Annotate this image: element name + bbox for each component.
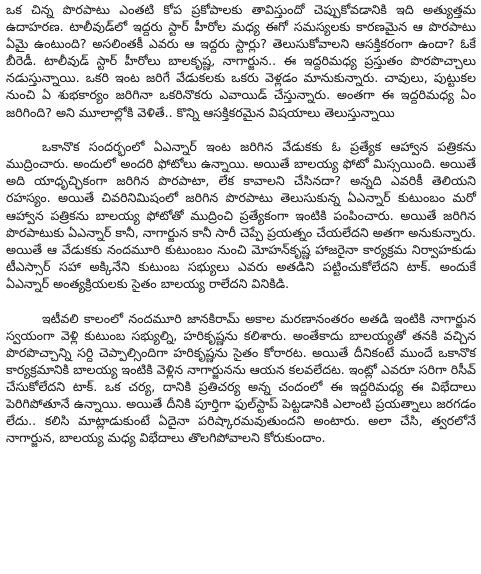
paragraph-2: ఒకానొక సందర్భంలో ఏఎన్నార్ ఇంట జరిగిన వేడుకకు ఓ ప్రత్యేక ఆహ్వాన పత్రికను ముద్రించారు. అందులో అందరి ఫోటోలు ఉన్నాయి. అయితే బాలయ్య ఫోటో మిస్సయింది. అయితే అది యాధృచ్ఛికంగా జరిగిన పొరపాటా, లేక కావాలని చేసినదా? అన్నది ఎవరికీ తెలియని రహస్యం. అయితే చివరినిమిషంలో జరిగిన పొరపాటు తెలుసుకున్న ఏఎన్నార్ కుటుంబం మరో ఆహ్వాన పత్రికను బాలయ్య ఫోటోతో ముద్రించి ప్రత్యేకంగా ఇంటికి పంపించారు. అయితే జరిగిన పొరపాటుకు ఏఎన్నార్ కానీ, నాగార్జున కానీ సారీ చెప్పే ప్రయత్నం చేయలేదని అతగా అనుకున్నారు. అయితే ఆ వేడుకకు నందమూరి కుటుంబం నుంచి మోహన్‌కృష్ణ హాజరైనా కార్యక్రమ నిర్వాహకుడు టీఎస్సార్ సహా అక్కినేని కుటుంబ సభ్యులు ఎవరు అతడిని పట్టించుకోలేదని టాక్. అందుకే ఏఎన్నార్ అంత్యక్రియలకు సైతం బాలయ్య రాలేదని వినికిడి. — [6, 139, 476, 291]
paragraph-3: ఇటీవలి కాలంలో నందమూరి జానకిరామ్ అకాల మరణానంతరం అతడి ఇంటికి నాగార్జున స్వయంగా వెళ్లి కుటుంబ సభ్యుల్ని, హరికృష్ణను కలిశారు. అంతేకాదు బాలయ్యతో తనకి వచ్చిన పొరపొచ్చాన్ని సర్ది చెప్పాల్సిందిగా హరికృష్ణను సైతం కోరారట. అయితే దీనికంటే ముందే ఒకానొక కార్యక్రమానికి బాలయ్య ఇంటికి వెళ్లిన నాగార్జునను ఆయన కలవలేదట. ఇంట్లో ఎవరూ సరిగా రిసీవ్ చేసుకోలేదని టాక్. ఒక చర్య, దానికి ప్రతిచర్య అన్న చందంలో ఈ ఇద్దరిమధ్య ఈ విభేదాలు పెరిగిపోతూనే ఉన్నాయి. అయితే దీనికి పూర్తిగా ఫుల్‌స్టాప్ పెట్టడానికి ఎలాంటి ప్రయత్నాలు జరగడం లేదు.. కలిసి మాట్లాడుకుంటే ఏదైనా పరిష్కారమవుతుందని అంటారు. అలా చేసి, త్వరలోనే నాగార్జున, బాలయ్య మధ్య విభేదాలు తొలగిపోవాలని కోరుకుందాం. — [6, 310, 476, 446]
paragraph-1: ఒక చిన్న పొరపాటు ఎంతటి కోప ప్రకోపాలకు తావిస్తుందో చెప్పుకోవడానికి ఇది అత్యుత్తమ ఉదాహరణ. టాలీవుడ్‌లో ఇద్దరు స్టార్ హీరోల మధ్య ఈగో సమస్యలకు కారణమైన ఆ పొరపాటు ఏమై ఉంటుంది? అసలింతకీ ఎవరు ఆ ఇద్దరు స్టార్లు? తెలుసుకోవాలని ఆసక్తికరంగా ఉందా? ఓకే బీరెడీ. టాలీవుడ్ స్టార్ హీరోలు బాలకృష్ణ, నాగార్జున.. ఈ ఇద్దరిమధ్య ప్రస్తుతం పొరపొచ్చాలు నడుస్తున్నాయి. ఒకరి ఇంట జరిగే వేడుకలకు ఒకరు వెళ్లడం మానుకున్నారు. చావులు, పుట్టుకల నుంచి ఏ శుభకార్యం జరిగినా ఒకరినొకరు ఎవాయిడ్ చేస్తున్నారు. అంతగా ఈ ఇద్దరిమధ్య ఏం జరిగింది? అని మూలాల్లోకి వెళితే.. కొన్ని ఆసక్తికరమైన విషయాలు తెలుస్తున్నాయి — [6, 2, 476, 120]
article-body — [6, 1, 476, 446]
